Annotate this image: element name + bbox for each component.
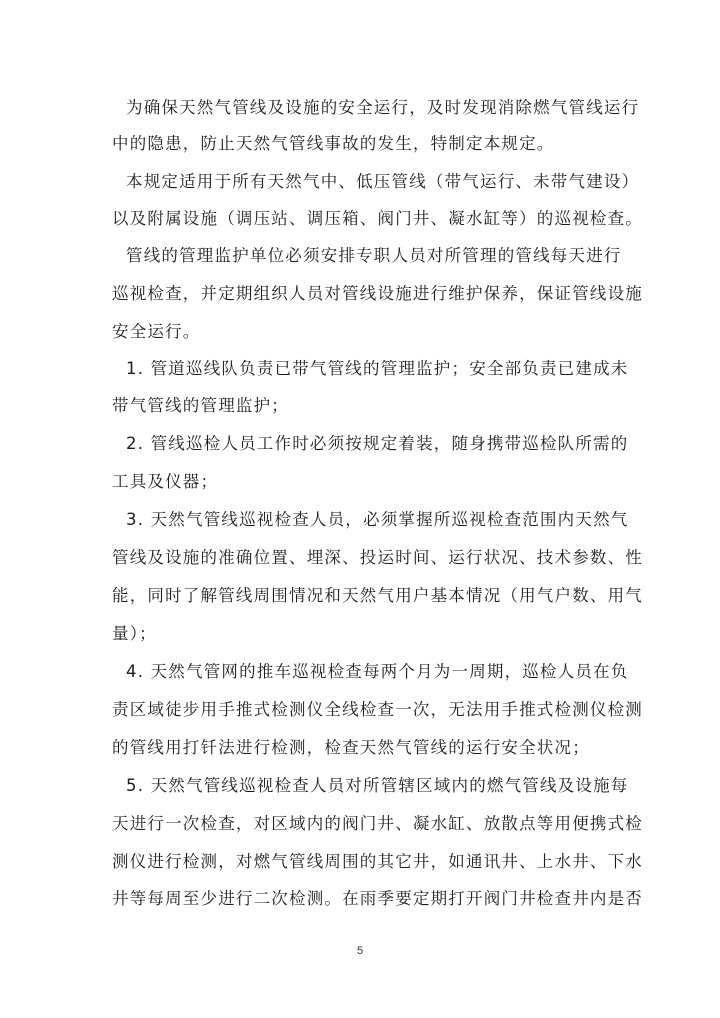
list-item-3-line: 3. 天然气管线巡视检查人员，必须掌握所巡视检查范围内天然气	[126, 510, 629, 529]
text-line: 管线的管理监护单位必须安排专职人员对所管理的管线每天进行	[126, 246, 622, 265]
list-item-4-line: 的管线用打钎法进行检测，检查天然气管线的运行安全状况；	[112, 738, 590, 757]
list-item-2-line: 2. 管线巡检人员工作时必须按规定着装，随身携带巡检队所需的	[126, 434, 629, 453]
text-line: 为确保天然气管线及设施的安全运行，及时发现消除燃气管线运行	[126, 98, 640, 117]
text-line: 中的隐患，防止天然气管线事故的发生，特制定本规定。	[112, 134, 555, 153]
text-line: 本规定适用于所有天然气中、低压管线（带气运行、未带气建设）	[126, 172, 640, 191]
list-item-4-line: 4. 天然气管网的推车巡视检查每两个月为一周期，巡检人员在负	[126, 662, 629, 681]
page-number: 5	[356, 945, 364, 957]
text-line: 安全运行。	[112, 322, 201, 341]
list-item-1-line: 1. 管道巡线队负责已带气管线的管理监护；安全部负责已建成未	[126, 359, 629, 378]
list-item-5-line: 天进行一次检查，对区域内的阀门井、凝水缸、放散点等用便携式检	[112, 814, 643, 833]
list-item-3-line: 能，同时了解管线周围情况和天然气用户基本情况（用气户数、用气	[112, 586, 643, 605]
text-line: 巡视检查，并定期组织人员对管线设施进行维护保养，保证管线设施	[112, 284, 643, 303]
list-item-3-line: 管线及设施的准确位置、埋深、投运时间、运行状况、技术参数、性	[112, 548, 643, 567]
list-item-5-line: 井等每周至少进行二次检测。在雨季要定期打开阀门井检查井内是否	[112, 889, 643, 908]
list-item-5-line: 测仪进行检测，对燃气管线周围的其它井，如通讯井、上水井、下水	[112, 852, 643, 871]
text-line: 以及附属设施（调压站、调压箱、阀门井、凝水缸等）的巡视检查。	[112, 209, 643, 228]
list-item-2-line: 工具及仪器；	[112, 472, 219, 491]
list-item-3-line: 量）；	[112, 624, 157, 643]
list-item-5-line: 5. 天然气管线巡视检查人员对所管辖区域内的燃气管线及设施每	[126, 776, 629, 795]
list-item-4-line: 责区域徒步用手推式检测仪全线检查一次，无法用手推式检测仪检测	[112, 700, 643, 719]
list-item-1-line: 带气管线的管理监护；	[112, 396, 289, 415]
